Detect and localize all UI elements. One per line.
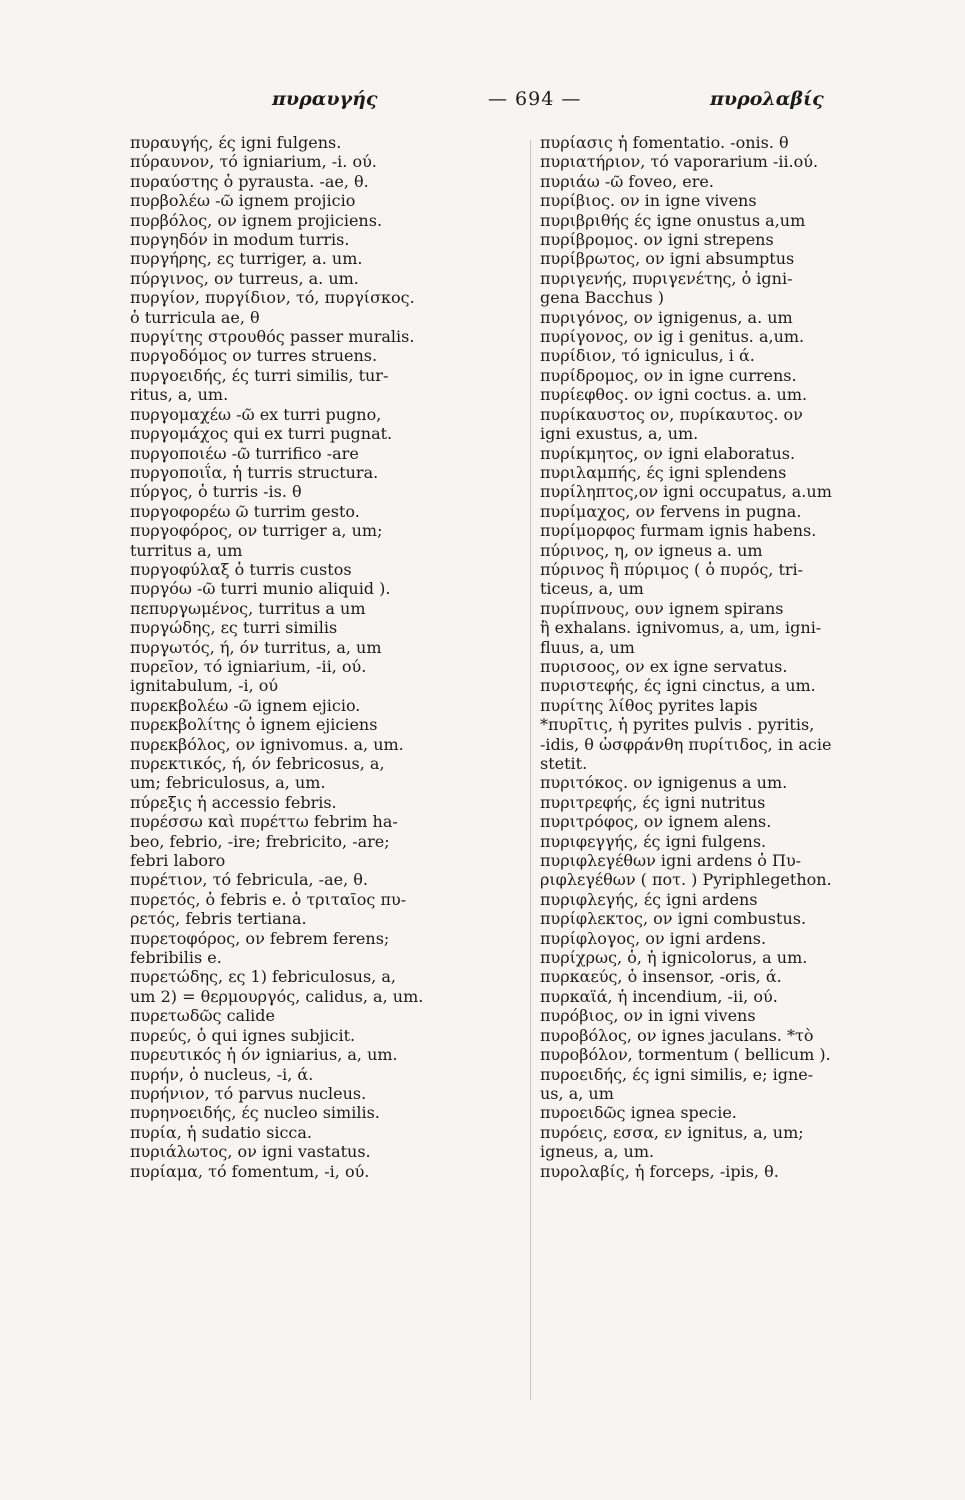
- entry-line: πυροβόλον, tormentum ( bellicum ).: [540, 1045, 831, 1065]
- entry-line: πυρίπνους, ουν ignem spirans: [540, 598, 784, 618]
- entry-line: πυργίον, πυργίδιον, τό, πυργίσκος.: [130, 288, 415, 308]
- entry-line: πύραυνον, τό igniarium, -i. ού.: [130, 152, 377, 172]
- entry-line: πυρίαμα, τό fomentum, -i, ού.: [130, 1161, 370, 1181]
- entry-line: πυργόω -ῶ turri munio aliquid ).: [130, 579, 391, 599]
- page-number: — 694 —: [488, 88, 582, 110]
- entry-line: πυριγόνος, ον ignigenus, a. um: [540, 307, 793, 327]
- entry-line: πυριατήριον, τό vaporarium -ii.ού.: [540, 152, 819, 172]
- entry-line: πυριστεφής, ές igni cinctus, a um.: [540, 676, 816, 696]
- entry-line: πυρκαεύς, ὁ insensor, -oris, ά.: [540, 967, 782, 987]
- entry-line: πυργίτης στρουθός passer muralis.: [130, 327, 415, 347]
- entry-line: πύργος, ὁ turris -is. θ: [130, 482, 302, 502]
- entry-line: πυρετοφόρος, ον febrem ferens;: [130, 928, 390, 948]
- entry-line: πυρβόλος, ον ignem projiciens.: [130, 210, 383, 230]
- entry-line: beo, febrio, -ire; frebricito, -are;: [130, 831, 390, 851]
- entry-line: πυρίχρως, ὁ, ἡ ignicolorus, a um.: [540, 948, 808, 968]
- entry-line: πεπυργωμένος, turritus a um: [130, 598, 366, 618]
- entry-line: πυρηνοειδής, ές nucleo similis.: [130, 1103, 380, 1123]
- entry-line: πυραύστης ὁ pyrausta. -ae, θ.: [130, 171, 369, 191]
- entry-line: πυρεύς, ὁ qui ignes subjicit.: [130, 1025, 356, 1045]
- running-head-right: πυρολαβίς: [710, 88, 824, 110]
- entry-line: igneus, a, um.: [540, 1142, 655, 1162]
- entry-line: us, a, um: [540, 1083, 614, 1103]
- entry-line: πυρετός, ὁ febris e. ὁ τριταῖος πυ-: [130, 889, 407, 909]
- entry-line: πυριάω -ῶ foveo, ere.: [540, 171, 714, 191]
- entry-line: πυρκαϊά, ἡ incendium, -ii, ού.: [540, 986, 778, 1006]
- entry-line: ignitabulum, -i, ού: [130, 676, 279, 696]
- entry-line: πυροειδῶς ignea specie.: [540, 1103, 737, 1123]
- entry-line: um; febriculosus, a, um.: [130, 773, 326, 793]
- entry-line: πυριάλωτος, ον igni vastatus.: [130, 1142, 371, 1162]
- entry-line: πύργινος, ον turreus, a. um.: [130, 268, 359, 288]
- entry-line: -idis, θ ὡσφράνθη πυρίτιδος, in acie: [540, 734, 832, 754]
- entry-line: πυροβόλος, ον ignes jaculans. *τὸ: [540, 1025, 814, 1045]
- entry-line: gena Bacchus ): [540, 288, 665, 308]
- entry-line: πυρεκβολίτης ὁ ignem ejiciens: [130, 715, 378, 735]
- entry-line: πυργοποιέω -ῶ turrifico -are: [130, 443, 359, 463]
- entry-line: πυργωτός, ή, όν turritus, a, um: [130, 637, 382, 657]
- entry-line: ὁ turricula ae, θ: [130, 307, 260, 327]
- entry-line: πυργοδόμος ον turres struens.: [130, 346, 378, 366]
- entry-line: πυρίδιον, τό igniculus, i ά.: [540, 346, 755, 366]
- entry-line: ritus, a, um.: [130, 385, 229, 405]
- column-divider: [530, 140, 531, 1400]
- entry-line: πυρισοος, ον ex igne servatus.: [540, 656, 788, 676]
- entry-line: πυργώδης, ες turri similis: [130, 618, 338, 638]
- entry-line: πυρίγονος, ον ig i genitus. a,um.: [540, 327, 805, 347]
- entry-line: πυριλαμπής, ές igni splendens: [540, 462, 787, 482]
- entry-line: πυρίβρομος. ον igni strepens: [540, 230, 774, 250]
- entry-line: πυρολαβίς, ἡ forceps, -ipis, θ.: [540, 1161, 779, 1181]
- entry-line: πυριτρόφος, ον ignem alens.: [540, 812, 772, 832]
- entry-line: πυργομάχος qui ex turri pugnat.: [130, 424, 393, 444]
- entry-line: πυργήρης, ες turriger, a. um.: [130, 249, 363, 269]
- entry-line: πυροειδής, ές igni similis, e; igne-: [540, 1064, 814, 1084]
- entry-line: πυρίδρομος, ον in igne currens.: [540, 365, 797, 385]
- entry-line: πυρίφλεκτος, ον igni combustus.: [540, 909, 807, 929]
- entry-line: πυρίμορφος furmam ignis habens.: [540, 521, 817, 541]
- entry-line: πυργοειδής, ές turri similis, tur-: [130, 365, 389, 385]
- entry-line: πυρεῖον, τό igniarium, -ii, ού.: [130, 656, 367, 676]
- entry-line: πυρίληπτος,ον igni occupatus, a.um: [540, 482, 832, 502]
- entry-line: πυρεκβόλος, ον ignivomus. a, um.: [130, 734, 404, 754]
- entry-line: πυρήν, ὁ nucleus, -i, ά.: [130, 1064, 314, 1084]
- entry-line: πύρινος ἢ πύριμος ( ὁ πυρός, tri-: [540, 559, 804, 579]
- entry-line: ticeus, a, um: [540, 579, 644, 599]
- entry-line: πυρία, ἡ sudatio sicca.: [130, 1122, 313, 1142]
- entry-line: πυρόβιος, ον in igni vivens: [540, 1006, 756, 1026]
- running-head-left: πυραυγής: [272, 88, 378, 110]
- entry-line: πυρέσσω καὶ πυρέττω febrim ha-: [130, 812, 398, 832]
- entry-line: πυρεκτικός, ή, όν febricosus, a,: [130, 754, 385, 773]
- entry-line: πυργηδόν in modum turris.: [130, 230, 350, 250]
- entry-line: πυργοφύλαξ ὁ turris custos: [130, 559, 352, 579]
- entry-line: fluus, a, um: [540, 637, 635, 657]
- right-column: [540, 133, 915, 1181]
- entry-line: πυρίασις ἡ fomentatio. -onis. θ: [540, 133, 789, 152]
- entry-line: ριφλεγέθων ( ποτ. ) Pyriphlegethon.: [540, 870, 832, 890]
- entry-line: πυρευτικός ἡ όν igniarius, a, um.: [130, 1045, 398, 1065]
- entry-line: πυρίμαχος, ον fervens in pugna.: [540, 501, 802, 521]
- entry-line: πυριγενής, πυριγενέτης, ὁ igni-: [540, 268, 793, 288]
- entry-line: πυρεκβολέω -ῶ ignem ejicio.: [130, 695, 361, 715]
- entry-line: πυριτρεφής, ές igni nutritus: [540, 792, 766, 812]
- entry-line: πυρίβιος. ον in igne vivens: [540, 191, 757, 211]
- entry-line: πυριφλεγής, ές igni ardens: [540, 889, 758, 909]
- left-column: [130, 133, 520, 1181]
- entry-line: turritus a, um: [130, 540, 243, 560]
- entry-line: igni exustus, a, um.: [540, 424, 699, 444]
- entry-line: *πυρῖτις, ἡ pyrites pulvis . pyritis,: [540, 715, 815, 735]
- entry-line: πυρίβρωτος, ον igni absumptus: [540, 249, 795, 269]
- entry-line: πυριτόκος. ον ignigenus a um.: [540, 773, 788, 793]
- entry-line: πυρίφλογος, ον igni ardens.: [540, 928, 767, 948]
- entry-line: πυργοφορέω ῶ turrim gesto.: [130, 501, 360, 521]
- entry-line: πυριφεγγής, ές igni fulgens.: [540, 831, 767, 851]
- entry-line: πυργομαχέω -ῶ ex turri pugno,: [130, 404, 382, 424]
- entry-line: πυρόεις, εσσα, εν ignitus, a, um;: [540, 1122, 804, 1142]
- entry-line: πυρβολέω -ῶ ignem projicio: [130, 191, 356, 211]
- entry-line: πυριφλεγέθων igni ardens ὁ Πυ-: [540, 851, 802, 871]
- entry-line: πυριβριθής ές igne onustus a,um: [540, 210, 806, 230]
- entry-line: ἢ exhalans. ignivomus, a, um, igni-: [540, 618, 822, 638]
- entry-line: um 2) = θερμουργός, calidus, a, um.: [130, 986, 424, 1006]
- entry-line: stetit.: [540, 754, 588, 773]
- entry-line: πυρετώδης, ες 1) febriculosus, a,: [130, 967, 396, 987]
- entry-line: πύρεξις ἡ accessio febris.: [130, 792, 337, 812]
- entry-line: febri laboro: [130, 851, 226, 871]
- entry-line: πυργοποιΐα, ἡ turris structura.: [130, 462, 379, 482]
- entry-line: ρετός, febris tertiana.: [130, 909, 307, 929]
- entry-line: febribilis e.: [130, 948, 222, 968]
- entry-line: πύρινος, η, ον igneus a. um: [540, 540, 763, 560]
- entry-line: πυρετωδῶς calide: [130, 1006, 276, 1026]
- entry-line: πυργοφόρος, ον turriger a, um;: [130, 521, 383, 541]
- page-header: [0, 88, 965, 118]
- entry-line: πυρίτης λίθος pyrites lapis: [540, 695, 758, 715]
- entry-line: πυρέτιον, τό febricula, -ae, θ.: [130, 870, 368, 890]
- entry-line: πυρίεφθος. ον igni coctus. a. um.: [540, 385, 808, 405]
- entry-line: πυρήνιον, τό parvus nucleus.: [130, 1083, 367, 1103]
- entry-line: πυραυγής, ές igni fulgens.: [130, 133, 342, 152]
- entry-line: πυρίκαυστος ον, πυρίκαυτος. ον: [540, 404, 803, 424]
- entry-line: πυρίκμητος, ον igni elaboratus.: [540, 443, 796, 463]
